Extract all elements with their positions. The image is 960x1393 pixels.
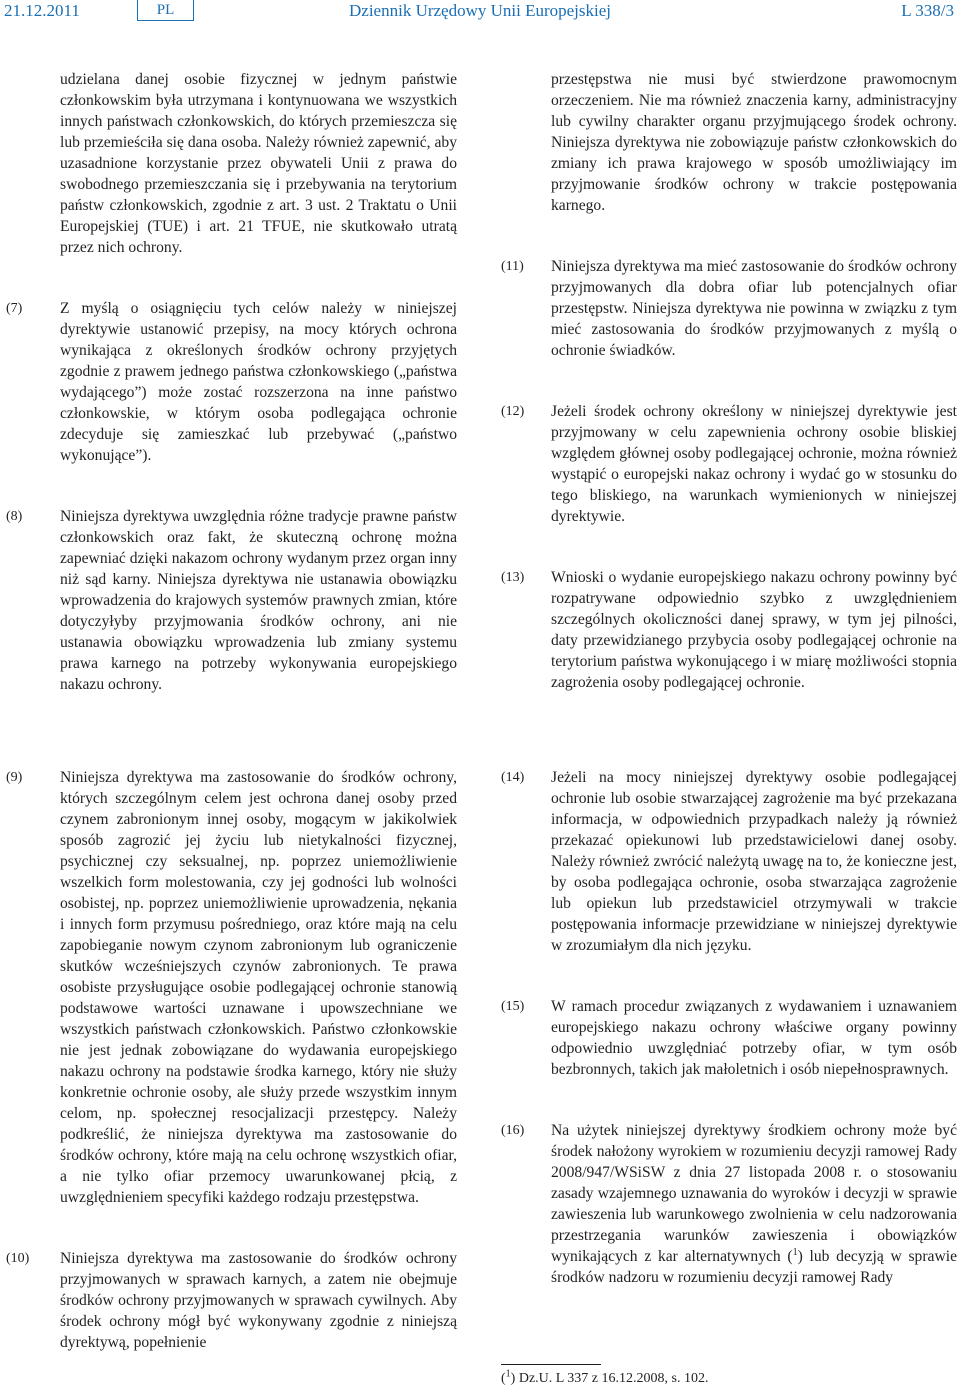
recital-text-part: ) lub decyzją w sprawie środków nadzoru w rozumieniu decyzji ramowej Rady: [551, 1248, 957, 1286]
footnote-reference[interactable]: 1: [792, 1246, 798, 1258]
recital-text: Niniejsza dyrektywa ma zastosowanie do środków ochrony przyjmowanych w sprawach karnych, a zatem nie obejmuje środków ochrony przyjmowanych w sprawach cywilnych. Aby środek ochrony mógł być wykonywany zgodnie z niniejszą dyrektywą, popełnienie: [60, 1250, 457, 1351]
footnote-marker: 1: [505, 1368, 511, 1380]
footnote-divider: [501, 1364, 601, 1365]
recital-7: [6, 298, 457, 466]
journal-title: Dziennik Urzędowy Unii Europejskiej: [349, 1, 612, 20]
recital-number: (7): [6, 301, 23, 316]
recital-number: (14): [501, 770, 525, 785]
recital-11: [501, 256, 957, 361]
recital-text: Jeżeli na mocy niniejszej dyrektywy osobie podlegającej ochronie lub osobie stwarzającej zagrożenie ma być przekazana informacja, w odpowiednich przypadkach należy ją również przekazać opiekunowi lub przedstawicielowi danej osoby. Należy również zwrócić należytą uwagę na to, że konieczne jest, by osoba podlegająca ochronie, osoba stwarzająca zagrożenie lub opiekun lub przedstawiciel otrzymywali w trakcie postępowania informacje przewidziane w niniejszej dyrektywie w zrozumiałym dla nich języku.: [551, 769, 957, 954]
recital-number: (11): [501, 259, 524, 274]
recital-number: (12): [501, 404, 525, 419]
recital-text: Z myślą o osiągnięciu tych celów należy w niniejszej dyrektywie ustanowić przepisy, na mocy których ochrona wynikająca z określonych środków ochrony przyjętych zgodnie z prawem jednego państwa członkowskiego („państwa wydającego”) może zostać rozszerzona na inne państwo członkowskie, w którym osoba podlegająca ochronie zdecyduje się zamieszkać lub przebywać („państwo wykonujące”).: [60, 300, 457, 464]
recital-13: [501, 567, 957, 693]
footnote-text: Dz.U. L 337 z 16.12.2008, s. 102.: [515, 1371, 709, 1386]
recital-text-part: Na użytek niniejszej dyrektywy środkiem ochrony może być środek nałożony wyrokiem w rozumieniu decyzji ramowej Rady 2008/947/WSiSW z dnia 27 listopada 2008 r. o stosowaniu zasady wzajemnego uznawania do wyroków i decyzji w sprawie zawieszenia lub warunkowego zwolnienia w celu nadzorowania przestrzegania warunków zawieszenia i obowiązków wynikających z kar alternatywnych (: [551, 1122, 957, 1265]
recital-text: Jeżeli środek ochrony określony w niniejszej dyrektywie jest przyjmowany w celu zapewnienia ochrony osobie bliskiej względem głównej osoby podlegającej ochronie, można również wystąpić o europejski nakaz ochrony i wydać go w stosunku do tego bliskiego, na warunkach wymienionych w niniejszej dyrektywie.: [551, 403, 957, 525]
footnote: ($^1$) Dz.U. L 337 z 16.12.2008, s. 102.: [501, 1368, 709, 1386]
column-bottom-right: [501, 767, 957, 1288]
recital-14: [501, 767, 957, 956]
recital-text: Niniejsza dyrektywa uwzględnia różne tradycje prawne państw członkowskich oraz fakt, że skuteczną ochronę można zapewniać dzięki nakazom ochrony wydanym przez organ inny niż sąd karny. Niniejsza dyrektywa nie ustanawia obowiązku wprowadzenia do krajowych systemów prawnych zmian, które dotyczyłyby przyjmowania środków ochrony, ani nie ustanawia obowiązku wprowadzenia lub zmiany systemu prawa karnego na potrzeby wykonywania europejskiego nakazu ochrony.: [60, 508, 457, 693]
recital-number: (8): [6, 509, 23, 524]
recital-text: [551, 1120, 957, 1288]
continuation-paragraph: udzielana danej osobie fizycznej w jednym państwie członkowskim była utrzymana i kontynuowana we wszystkich innych państwach członkowskich, do których przemieszcza się lub przemieściła się dana osoba. Należy również zapewnić, aby uzasadnione korzystanie przez obywateli Unii z prawa do swobodnego przemieszczania się i przebywania na terytorium państw członkowskich, zgodnie z art. 3 ust. 2 Traktatu o Unii Europejskiej (TUE) i art. 21 TFUE, nie skutkowało utratą przez nich ochrony.: [60, 71, 457, 256]
recital-number: (16): [501, 1123, 525, 1138]
column-top-right: [501, 69, 957, 693]
recital-15: [501, 996, 957, 1080]
recital-text: Niniejsza dyrektywa ma mieć zastosowanie do środków ochrony przyjmowanych dla dobra ofiar lub potencjalnych ofiar przestępstw. Niniejsza dyrektywa nie powinna w związku z tym mieć zastosowania do środków przyjmowanych z myślą o ochronie świadków.: [551, 258, 957, 359]
page-number: L 338/3: [901, 1, 954, 20]
language-badge: PL: [137, 0, 194, 21]
recital-number: (9): [6, 770, 23, 785]
recital-number: (13): [501, 570, 525, 585]
page-header: [0, 0, 960, 22]
continuation-paragraph: przestępstwa nie musi być stwierdzone prawomocnym orzeczeniem. Nie ma również znaczenia karny, administracyjny lub cywilny charakter organu przyjmującego środek ochrony. Niniejsza dyrektywa nie zobowiązuje państw członkowskich do zmiany ich prawa krajowego w sposób umożliwiający im przyjmowanie środków ochrony w trakcie postępowania karnego.: [551, 71, 957, 214]
recital-12: [501, 401, 957, 527]
column-top-left: [6, 69, 457, 695]
recital-text: W ramach procedur związanych z wydawaniem i uznawaniem europejskiego nakazu ochrony właściwe organy powinny odpowiednio uwzględniać potrzeby ofiar, w tym osób bezbronnych, takich jak małoletnich i osób niepełnosprawnych.: [551, 998, 957, 1078]
recital-number: (15): [501, 999, 525, 1014]
recital-10: [6, 1248, 457, 1353]
recital-16: [501, 1120, 957, 1288]
recital-text: Niniejsza dyrektywa ma zastosowanie do środków ochrony, których szczególnym celem jest ochrona danej osoby przed czynem zabronionym innej osoby, mogącym w jakikolwiek sposób zagrozić jej życiu lub nietykalności fizycznej, psychicznej czy seksualnej, np. poprzez uniemożliwienie wszelkich form molestowania, czy jej godności lub wolności osobistej, np. poprzez uniemożliwienie uprowadzenia, nękania i innych form przymusu pośredniego, oraz które mają na celu zapobieganie nowym czynom zabronionym lub ograniczenie skutków wcześniejszych czynów zabronionych. Te prawa osobiste przysługujące osobie podlegającej ochronie stanowią podstawowe wartości uznawane i upowszechniane we wszystkich państwach członkowskich. Państwo członkowskie nie jest jednak zobowiązane do wydawania europejskiego nakazu ochrony na podstawie środka karnego, który nie służy konkretnie ochronie osoby, ale służy przede wszystkim innym celom, np. społecznej resocjalizacji przestępcy. Należy podkreślić, że niniejsza dyrektywa ma zastosowanie do środków ochrony, które mają na celu ochronę wszystkich ofiar, a nie tylko ofiar przemocy uwarunkowanej płcią, z uwzględnieniem specyfiki każdego rodzaju przestępstwa.: [60, 769, 457, 1206]
recital-9: [6, 767, 457, 1208]
recital-8: [6, 506, 457, 695]
recital-text: Wnioski o wydanie europejskiego nakazu ochrony powinny być rozpatrywane odpowiednio szybko z uwzględnieniem szczególnych okoliczności danej sprawy, w tym jej pilności, daty przewidzianego przybycia osoby podlegającej ochronie na terytorium państwa wykonującego i w miarę możliwości stopnia zagrożenia osoby podlegającej ochronie.: [551, 569, 957, 691]
column-bottom-left: [6, 767, 457, 1353]
recital-number: (10): [6, 1251, 30, 1266]
publication-date: 21.12.2011: [4, 1, 80, 20]
